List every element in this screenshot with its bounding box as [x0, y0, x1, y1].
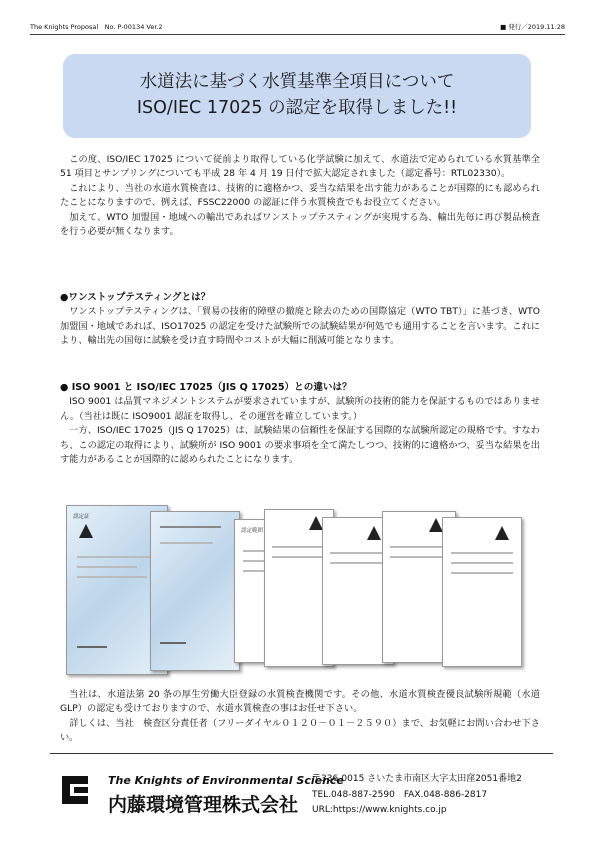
accreditation-emblem-icon	[495, 526, 509, 540]
document-header	[30, 22, 565, 35]
intro-paragraph-3: 加えて、WTO 加盟国・地域への輸出であればワンストップテスティングが実現する為、輸出先毎に再び製品検査を行う必要が無くなります。	[60, 211, 540, 238]
accreditation-emblem-icon	[367, 526, 381, 540]
address: 〒336-0015 さいたま市南区大字太田窪2051番地2	[312, 774, 522, 784]
company-name-japanese: 内藤環境管理株式会社	[108, 794, 299, 816]
certificate-images	[66, 505, 536, 675]
intro-paragraph-2: これにより、当社の水道水質検査は、技術的に適格かつ、妥当な結果を出す能力があることが国際的にも認められたことになりますので、例えば、FSSC22000 の認証に伴う水質検査でもお役立てください。	[60, 182, 540, 209]
company-name-english: The Knights of Environmental Science	[108, 774, 344, 787]
accreditation-emblem-icon	[309, 516, 323, 530]
closing-paragraph-1: 当社は、水道法第 20 条の厚生労働大臣登録の水質検査機関です。その他、水道水質検査優良試験所規範（水道 GLP）の認定も受けておりますので、水道水質検査の事はお任せ下さい。	[60, 689, 540, 715]
certificate-title: 認定証	[73, 514, 90, 520]
company-logo-icon	[58, 770, 92, 810]
proposal-number: The Knights Proposal No. P-00134 Ver.2	[30, 23, 163, 31]
closing-paragraph-2: 詳しくは、当社 検査区分責任者（フリーダイヤル０１２０－０１－２５９０）まで、お気軽にお問い合わせ下さい。	[60, 717, 540, 744]
title-line-1: 水道法に基づく水質基準全項目について	[139, 72, 455, 92]
scope-document-image-6	[442, 517, 522, 667]
scope-title: 認定範囲	[241, 528, 264, 534]
iso-paragraph-2: 一方、ISO/IEC 17025（JIS Q 17025）は、試験結果の信頼性を保証する国際的な試験所認定の規格です。すなわち、この認定の取得により、試験所が ISO 9001 の要求事項を全て満たしつつ、技術的に適格かつ、妥当な結果を出す能力があることが国際的に認められたことになります。	[60, 425, 540, 466]
intro-section	[60, 153, 540, 239]
website-url: URL:https://www.knights.co.jp	[312, 805, 447, 815]
title-line-2: ISO/IEC 17025 の認定を取得しました!!	[136, 98, 458, 118]
scope-document-image-1	[150, 511, 240, 671]
accreditation-emblem-icon	[429, 518, 443, 532]
iso-section	[60, 381, 540, 467]
iso-paragraph-1: ISO 9001 は品質マネジメントシステムが要求されていますが、試験所の技術的能力を保証するものではありません。（当社は既に ISO9001 認証を取得し、その運営を確立しています。）	[60, 396, 540, 422]
one-stop-paragraph: ワンストップテスティングは、「貿易の技術的障壁の撤廃と除去のための国際協定（WTO TBT）」に基づき、WTO 加盟国・地域であれば、ISO17025 の認定を受けた試験所での試験結果が何処でも通用することを言います。これにより、輸出先の国毎に試験を受け直す時間やコストが大幅に削減可能となります。	[60, 306, 540, 347]
one-stop-section	[60, 291, 540, 349]
accreditation-emblem-icon	[79, 524, 93, 538]
title-box	[63, 54, 531, 138]
contact-info	[312, 772, 522, 819]
section-heading-one-stop: ●ワンストップテスティングとは？	[60, 292, 211, 303]
phone-fax: TEL.048-887-2590 FAX.048-886-2817	[312, 789, 488, 800]
intro-paragraph-1: この度、ISO/IEC 17025 について従前より取得している化学試験に加えて、水道法で定められている水質基準全 51 項目とサンプリングについても平成 28 年 4 月 19 日付で拡大認定されました（認定番号：RTL02330）。	[60, 154, 540, 180]
section-heading-iso: ● ISO 9001 と ISO/IEC 17025（JIS Q 17025）との違いは？	[60, 382, 352, 393]
footer-divider	[50, 753, 553, 754]
issue-date: ■ 発行／2019.11.28	[500, 23, 565, 31]
closing-section	[60, 688, 540, 746]
